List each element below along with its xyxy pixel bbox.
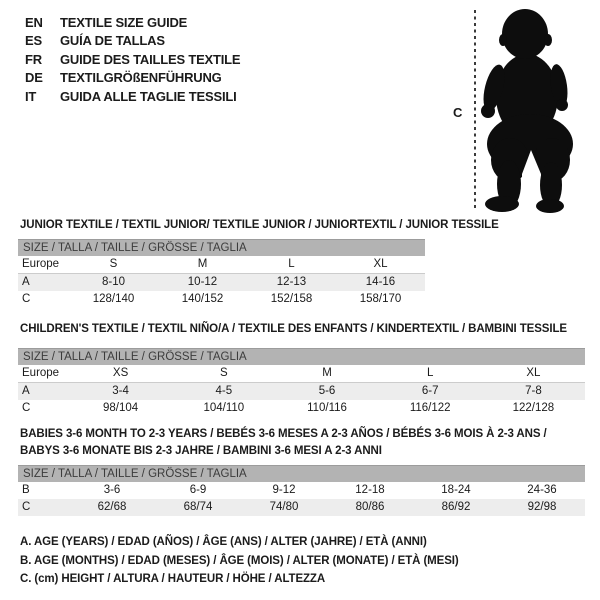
cell: L [427, 367, 434, 379]
footnotes-block [20, 533, 459, 589]
row-label: C [22, 293, 31, 305]
row-label: B [22, 484, 30, 496]
cell: 98/104 [103, 402, 139, 414]
footnote-c: C. (cm) HEIGHT / ALTURA / HAUTEUR / HÖHE / ALTEZZA [20, 573, 326, 585]
lang-title: TEXTILE SIZE GUIDE [60, 14, 188, 30]
babies-size-table [18, 465, 585, 516]
cell: 92/98 [527, 501, 557, 513]
cell: 158/170 [359, 293, 402, 305]
cell: 104/110 [203, 402, 245, 414]
lang-code: ES [25, 33, 42, 49]
row-label: Europe [22, 258, 60, 270]
cell: XS [112, 367, 129, 379]
lang-title: GUÍA DE TALLAS [60, 33, 165, 49]
cell: 140/152 [181, 293, 224, 305]
junior-size-table [18, 239, 425, 308]
cell: 4-5 [215, 385, 233, 397]
lang-row-en [25, 13, 240, 32]
cell: 14-16 [365, 276, 396, 288]
cell: 68/74 [183, 501, 213, 513]
cell: 6-9 [189, 484, 207, 496]
junior-section-title: JUNIOR TEXTILE / TEXTIL JUNIOR/ TEXTILE JUNIOR / JUNIORTEXTIL / JUNIOR TESSILE [20, 219, 499, 231]
lang-title: GUIDE DES TAILLES TEXTILE [60, 51, 241, 67]
cell: 7-8 [525, 385, 542, 397]
cell: S [109, 258, 118, 270]
row-label: C [22, 402, 31, 414]
height-measure-label: C [453, 105, 463, 120]
size-header-bar: SIZE / TALLA / TAILLE / GRÖSSE / TAGLIA [18, 239, 425, 256]
lang-code: EN [25, 14, 43, 30]
cell: 24-36 [527, 484, 557, 496]
row-label: C [22, 501, 31, 513]
children-section-title: CHILDREN'S TEXTILE / TEXTIL NIÑO/A / TEXTILE DES ENFANTS / KINDERTEXTIL / BAMBINI TESSILE [20, 323, 567, 335]
babies-title-line2: BABYS 3-6 MONATE BIS 2-3 JAHRE / BAMBINI 3-6 MESI A 2-3 ANNI [20, 444, 382, 457]
lang-code: DE [25, 70, 43, 86]
table-row-age [18, 274, 425, 291]
lang-row-fr [25, 50, 240, 69]
size-header-bar: SIZE / TALLA / TAILLE / GRÖSSE / TAGLIA [18, 348, 585, 365]
cell: XL [373, 258, 388, 270]
cell: 8-10 [101, 276, 126, 288]
lang-code: FR [25, 51, 42, 67]
cell: 6-7 [421, 385, 439, 397]
cell: 62/68 [97, 501, 127, 513]
table-row-height [18, 499, 585, 516]
cell: 12-18 [355, 484, 385, 496]
table-row-height [18, 400, 585, 417]
lang-row-de [25, 69, 240, 88]
baby-silhouette-icon [478, 8, 580, 214]
cell: L [288, 258, 295, 270]
cell: S [219, 367, 228, 379]
row-label: Europe [22, 367, 60, 379]
cell: 80/86 [355, 501, 385, 513]
children-size-table [18, 348, 585, 417]
lang-row-es [25, 32, 240, 51]
table-row-europe [18, 256, 425, 274]
row-label: A [22, 385, 30, 397]
table-row-age [18, 383, 585, 400]
cell: 18-24 [441, 484, 471, 496]
cell: XL [526, 367, 541, 379]
row-label: A [22, 276, 30, 288]
cell: 122/128 [512, 402, 555, 414]
cell: 10-12 [187, 276, 218, 288]
size-header-bar: SIZE / TALLA / TAILLE / GRÖSSE / TAGLIA [18, 465, 585, 482]
lang-title: TEXTILGRÖßENFÜHRUNG [60, 70, 222, 86]
cell: 9-12 [272, 484, 296, 496]
babies-title-line1: BABIES 3-6 MONTH TO 2-3 YEARS / BEBÉS 3-6 MESES A 2-3 AÑOS / BÉBÉS 3-6 MOIS À 2-3 ANS / [20, 428, 547, 440]
height-dotted-line [474, 10, 476, 208]
cell: 3-6 [103, 484, 121, 496]
cell: M [197, 258, 208, 270]
cell: 128/140 [92, 293, 135, 305]
table-row-months [18, 482, 585, 499]
cell: 110/116 [307, 402, 347, 414]
cell: 86/92 [441, 501, 471, 513]
cell: 116/122 [409, 402, 451, 414]
table-row-height [18, 291, 425, 308]
footnote-b: B. AGE (MONTHS) / EDAD (MESES) / ÂGE (MOIS) / ALTER (MONATE) / ETÀ (MESI) [20, 554, 459, 567]
cell: 152/158 [270, 293, 313, 305]
cell: 5-6 [318, 385, 336, 397]
babies-section-title [20, 426, 547, 459]
cell: M [322, 367, 332, 379]
table-row-europe [18, 365, 585, 383]
footnote-a: A. AGE (YEARS) / EDAD (AÑOS) / ÂGE (ANS) / ALTER (JAHRE) / ETÀ (ANNI) [20, 536, 427, 548]
cell: 12-13 [276, 276, 307, 288]
cell: 3-4 [112, 385, 129, 397]
lang-code: IT [25, 88, 37, 104]
lang-title: GUIDA ALLE TAGLIE TESSILI [60, 88, 237, 104]
cell: 74/80 [269, 501, 299, 513]
language-title-block [25, 13, 240, 106]
lang-row-it [25, 87, 240, 106]
